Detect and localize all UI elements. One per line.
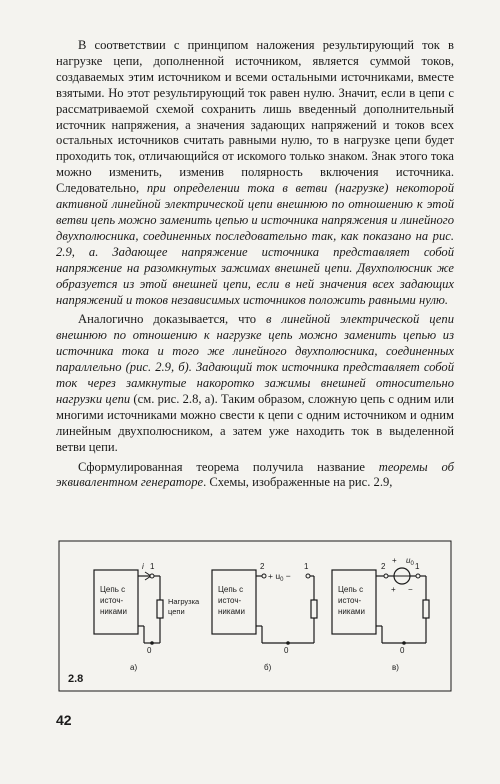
italic-run: при определении тока в ветви (нагрузке) некоторой активной линейной электрической цепи внешнюю по отношению к этой ветви цепь можно заменить цепью и источника напряжения и линейного двухполюсника, соединенных последовательно так, как показано на рис. 2.9, а. Задающее напряжение источника представляет собой напряжение на разомкнутых зажимах внешней цепи. Двухполюсник же образуется из этой внешней цепи, если в ней значения всех задающих напряжений и токов независимых источников положить равными нулю. (56, 181, 454, 307)
figure-2-8-diagram (58, 540, 452, 692)
block-label-b-line3: никами (218, 607, 245, 616)
terminal-b-2 (262, 574, 266, 578)
terminal-c-1 (416, 574, 420, 578)
page-number: 42 (56, 712, 72, 728)
figure-2-8 (58, 540, 452, 692)
body-text (56, 38, 454, 491)
plus-label-c: + (392, 556, 397, 565)
load-resistor-a (157, 600, 163, 618)
node-label-a-1: 1 (150, 562, 155, 571)
paragraph (56, 460, 454, 492)
block-label-b-line1: Цепь с (218, 585, 244, 594)
panel-b (212, 562, 317, 672)
paragraph (56, 312, 454, 455)
block-label-c-line1: Цепь с (338, 585, 364, 594)
terminal-c-2 (384, 574, 388, 578)
text-run: Сформулированная теорема получила название (78, 459, 379, 474)
load-label-line1: Нагрузка (168, 597, 200, 606)
italic-run: теоремы об эквивалентном генераторе (56, 459, 454, 490)
panel-a (94, 562, 200, 672)
voltage-label-b: + $u_0$ − (268, 571, 291, 583)
text-run: (см. рис. 2.8, а). Таким образом, сложную цепь с одним или многими источниками можно свести к цепи с одним источником и одним линейным двухполюсником, а затем уже находить ток в выделенной ветви цепи. (56, 391, 454, 454)
block-label-c-line2: источ- (338, 596, 362, 605)
block-label-b-line2: источ- (218, 596, 242, 605)
caption-a: а) (130, 663, 138, 672)
node-label-a-0: 0 (147, 646, 152, 655)
voltage-label-c: $u_0$ (406, 556, 414, 567)
node-label-c-1: 1 (415, 562, 420, 571)
node-label-c-2: 2 (381, 562, 386, 571)
terminal-b-1 (306, 574, 310, 578)
node-b-0 (286, 641, 290, 645)
text-run: В соответствии с принципом наложения результирующий ток в нагрузке цепи, дополненной источником, является суммой токов, создаваемых этим источником и всеми остальными источниками, вместе взятыми. Но этот результирующий ток равен нулю. Значит, если в цепи с рассматриваемой схемой сохранить лишь введенный дополнительный источник напряжения, а значения задающих напряжений и токов всех остальных источников считать равными нулю, то в нагрузке цепи будет проходить ток, отличающийся от искомого только знаком. Знак этого тока можно изменить, изменив полярность включения источника. Следовательно, (56, 38, 454, 196)
node-label-c-0: 0 (400, 646, 405, 655)
block-label-c-line3: никами (338, 607, 365, 616)
figure-number: 2.8 (68, 673, 84, 685)
current-label-a: i (142, 562, 144, 571)
node-label-b-0: 0 (284, 646, 289, 655)
caption-c: в) (392, 663, 399, 672)
node-c-0 (402, 641, 406, 645)
text-run: Аналогично доказывается, что (78, 312, 267, 327)
text-run: . Схемы, изображенные на рис. 2.9, (203, 475, 393, 490)
load-label-line2: цепи (168, 607, 185, 616)
italic-run: в линейной электрической цепи внешнюю по отношению к нагрузке цепь можно заменить цепью из источника тока и того же линейного двухполюсника, соединенных параллельно (рис. 2.9, б). Задающий ток источника представляет собой ток через замкнутые накоротко зажимы внешней относительно нагрузки цепи (56, 312, 454, 406)
block-label-a-line2: источ- (100, 596, 124, 605)
panel-c (332, 556, 429, 672)
block-label-a-line1: Цепь с (100, 585, 126, 594)
block-label-a-line3: никами (100, 607, 127, 616)
node-label-b-1: 1 (304, 562, 309, 571)
minus-label-c: − (408, 585, 413, 594)
plus-label-c-bottom: + (391, 585, 396, 594)
terminal-a-1 (150, 574, 154, 578)
node-a-0 (150, 641, 154, 645)
caption-b: б) (264, 663, 272, 672)
load-resistor-c (423, 600, 429, 618)
node-label-b-2: 2 (260, 562, 265, 571)
paragraph (56, 38, 454, 308)
load-resistor-b (311, 600, 317, 618)
